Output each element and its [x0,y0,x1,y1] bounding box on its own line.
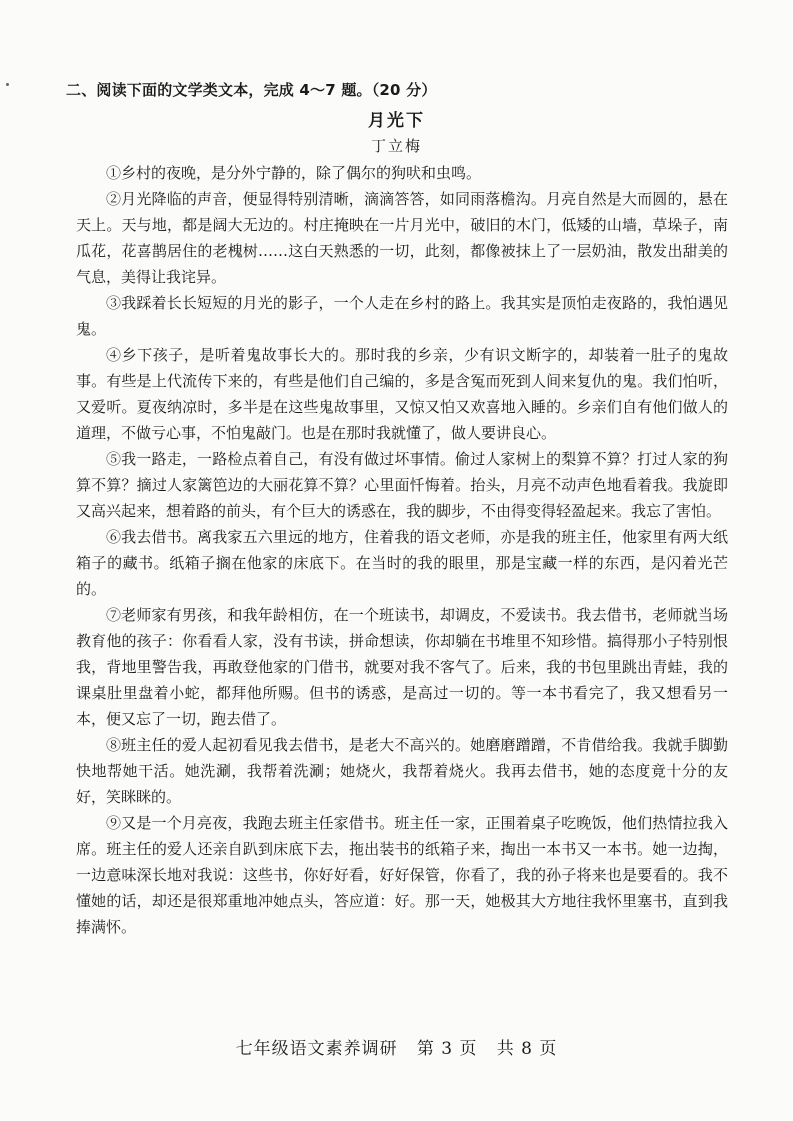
paragraph-9: ⑨又是一个月亮夜，我跑去班主任家借书。班主任一家，正围着桌子吃晚饭，他们热情拉我入席。班主任的爱人还亲自趴到床底下去，拖出装书的纸箱子来，掏出一本书又一本书。她一边掏，一边意味深长地对我说：这些书，你好好看，好好保管，你看了，我的孙子将来也是要看的。我不懂她的话，却还是很郑重地冲她点头，答应道：好。那一天，她极其大方地往我怀里塞书，直到我捧满怀。 [76,814,728,936]
article-body [76,160,728,940]
section-heading: 二、阅读下面的文学类文本，完成 4～7 题。（20 分） [66,81,437,99]
paragraph-7: ⑦老师家有男孩，和我年龄相仿，在一个班读书，却调皮，不爱读书。我去借书，老师就当场教育他的孩子：你看看人家，没有书读，拼命想读，你却躺在书堆里不知珍惜。搞得那小子特别恨我，背地里警告我，再敢登他家的门借书，就要对我不客气了。后来，我的书包里跳出青蛙，我的课桌肚里盘着小蛇，都拜他所赐。但书的诱惑，是高过一切的。等一本书看完了，我又想看另一本，便又忘了一切，跑去借了。 [76,606,728,728]
paragraph-5: ⑤我一路走，一路检点着自己，有没有做过坏事情。偷过人家树上的梨算不算？打过人家的狗算不算？摘过人家篱笆边的大丽花算不算？心里面忏悔着。抬头，月亮不动声色地看着我。我旋即又高兴起来，想着路的前头，有个巨大的诱惑在，我的脚步，不由得变得轻盈起来。我忘了害怕。 [76,450,728,520]
paragraph-4: ④乡下孩子，是听着鬼故事长大的。那时我的乡亲，少有识文断字的，却装着一肚子的鬼故事。有些是上代流传下来的，有些是他们自己编的，多是含冤而死到人间来复仇的鬼。我们怕听，又爱听。夏夜纳凉时，多半是在这些鬼故事里，又惊又怕又欢喜地入睡的。乡亲们自有他们做人的道理，不做亏心事，不怕鬼敲门。也是在那时我就懂了，做人要讲良心。 [76,346,728,442]
scan-speck [6,83,9,86]
paragraph-2: ②月光降临的声音，便显得特别清晰，滴滴答答，如同雨落檐沟。月亮自然是大而圆的，悬在天上。天与地，都是阔大无边的。村庄掩映在一片月光中，破旧的木门，低矮的山墙，草垛子，南瓜花，花喜鹊居住的老槐树……这白天熟悉的一切，此刻，都像被抹上了一层奶油，散发出甜美的气息，美得让我诧异。 [76,190,728,286]
paragraph-8: ⑧班主任的爱人起初看见我去借书，是老大不高兴的。她磨磨蹭蹭，不肯借给我。我就手脚勤快地帮她干活。她洗涮，我帮着洗涮；她烧火，我帮着烧火。我再去借书，她的态度竟十分的友好，笑眯眯的。 [76,736,728,806]
page-footer: 七年级语文素养调研 第 3 页 共 8 页 [235,1039,558,1059]
article-author: 丁立梅 [370,137,422,155]
article-title: 月光下 [368,111,425,131]
paragraph-6: ⑥我去借书。离我家五六里远的地方，住着我的语文老师，亦是我的班主任，他家里有两大纸箱子的藏书。纸箱子搁在他家的床底下。在当时的我的眼里，那是宝藏一样的东西，是闪着光芒的。 [76,528,728,598]
paragraph-1: ①乡村的夜晚，是分外宁静的，除了偶尔的狗吠和虫鸣。 [106,164,482,182]
paragraph-3: ③我踩着长长短短的月光的影子，一个人走在乡村的路上。我其实是顶怕走夜路的，我怕遇见鬼。 [76,294,728,338]
